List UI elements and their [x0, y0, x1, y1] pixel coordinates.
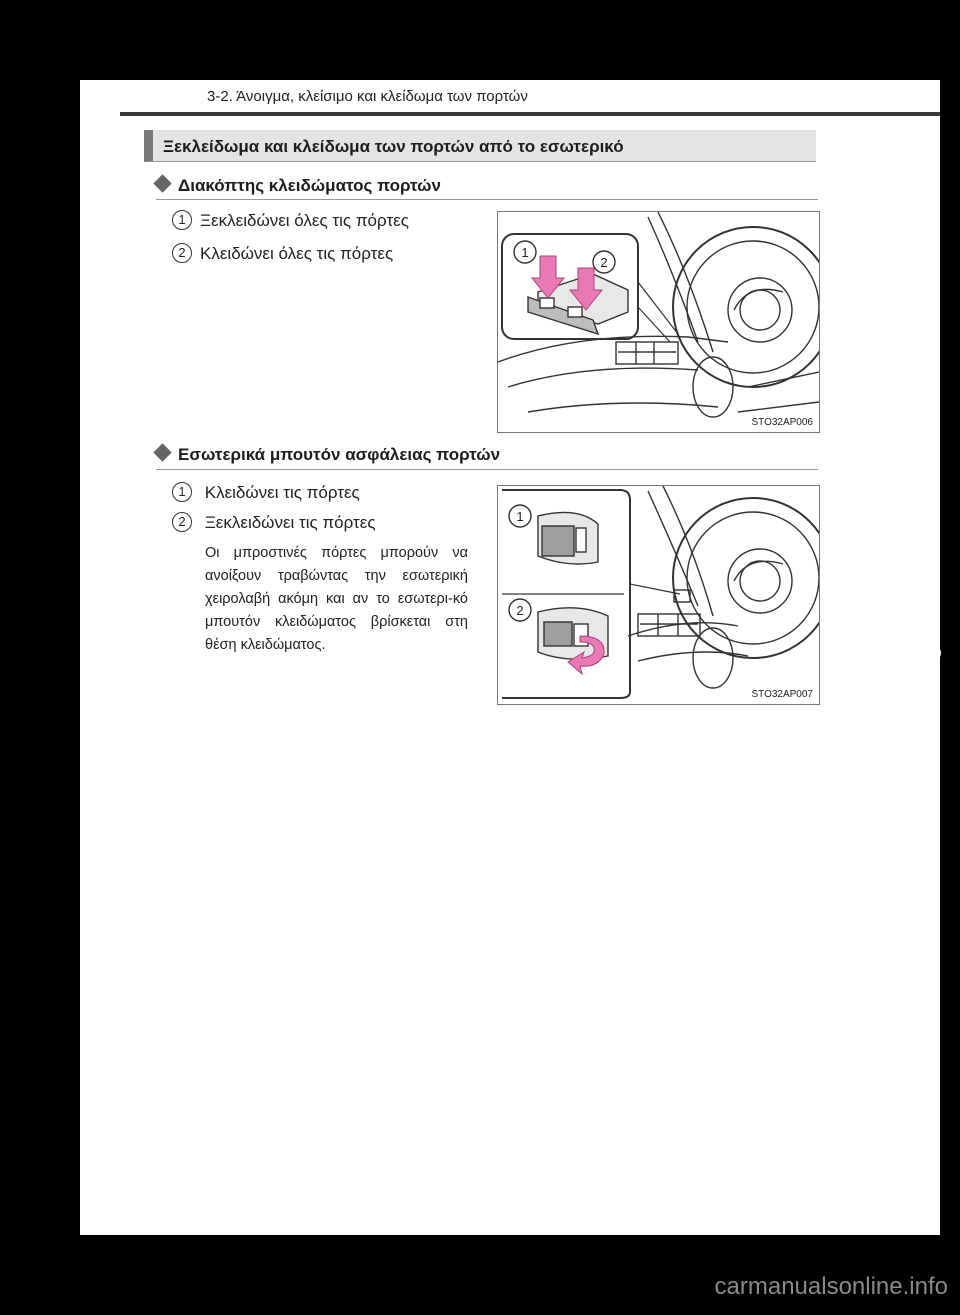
- note-text: Οι μπροστινές πόρτες μπορούν να ανοίξουν τραβώντας την εσωτερική χειρολαβή ακόμη και αν το εσωτερι-κό μπουτόν κλειδώματος βρίσκεται στη θέση κλειδώματος.: [205, 545, 468, 653]
- list-item: 2 Ξεκλειδώνει τις πόρτες: [172, 512, 376, 533]
- figure-door-lock-switch: [497, 211, 820, 433]
- diamond-bullet-icon: [153, 443, 171, 461]
- item-number: 2: [172, 512, 192, 532]
- door-lock-switch-illustration: [498, 212, 819, 432]
- manual-page: [80, 80, 940, 1235]
- item-number: 1: [172, 210, 192, 230]
- list-item: 1 Κλειδώνει τις πόρτες: [172, 482, 360, 503]
- subsection-title: Διακόπτης κλειδώματος πορτών: [156, 176, 441, 196]
- subsection-title: Εσωτερικά μπουτόν ασφάλειας πορτών: [156, 445, 500, 465]
- subsection-rule: [156, 199, 818, 200]
- diamond-bullet-icon: [153, 174, 171, 192]
- figure-callout: 2: [600, 255, 608, 270]
- figure-callout: 1: [521, 245, 529, 260]
- watermark: carmanualsonline.info: [714, 1273, 948, 1300]
- figure-callout: 1: [516, 509, 524, 524]
- header-rule: [120, 112, 940, 116]
- section-title: Ξεκλείδωμα και κλείδωμα των πορτών από το εσωτερικό: [163, 137, 624, 156]
- section-title-bar: [144, 130, 816, 162]
- list-item: 1 Ξεκλειδώνει όλες τις πόρτες: [172, 210, 409, 231]
- subsection-rule: [156, 469, 818, 470]
- item-number: 2: [172, 243, 192, 263]
- figure-code: STO32AP006: [751, 417, 813, 428]
- inside-lock-button-illustration: [498, 486, 819, 704]
- item-number: 1: [172, 482, 192, 502]
- running-head: 3-2. Άνοιγμα, κλείσιμο και κλείδωμα των πορτών: [207, 88, 528, 105]
- list-item: 2 Κλειδώνει όλες τις πόρτες: [172, 243, 393, 264]
- figure-callout: 2: [516, 603, 524, 618]
- figure-code: STO32AP007: [751, 689, 813, 700]
- figure-inside-lock-button: [497, 485, 820, 705]
